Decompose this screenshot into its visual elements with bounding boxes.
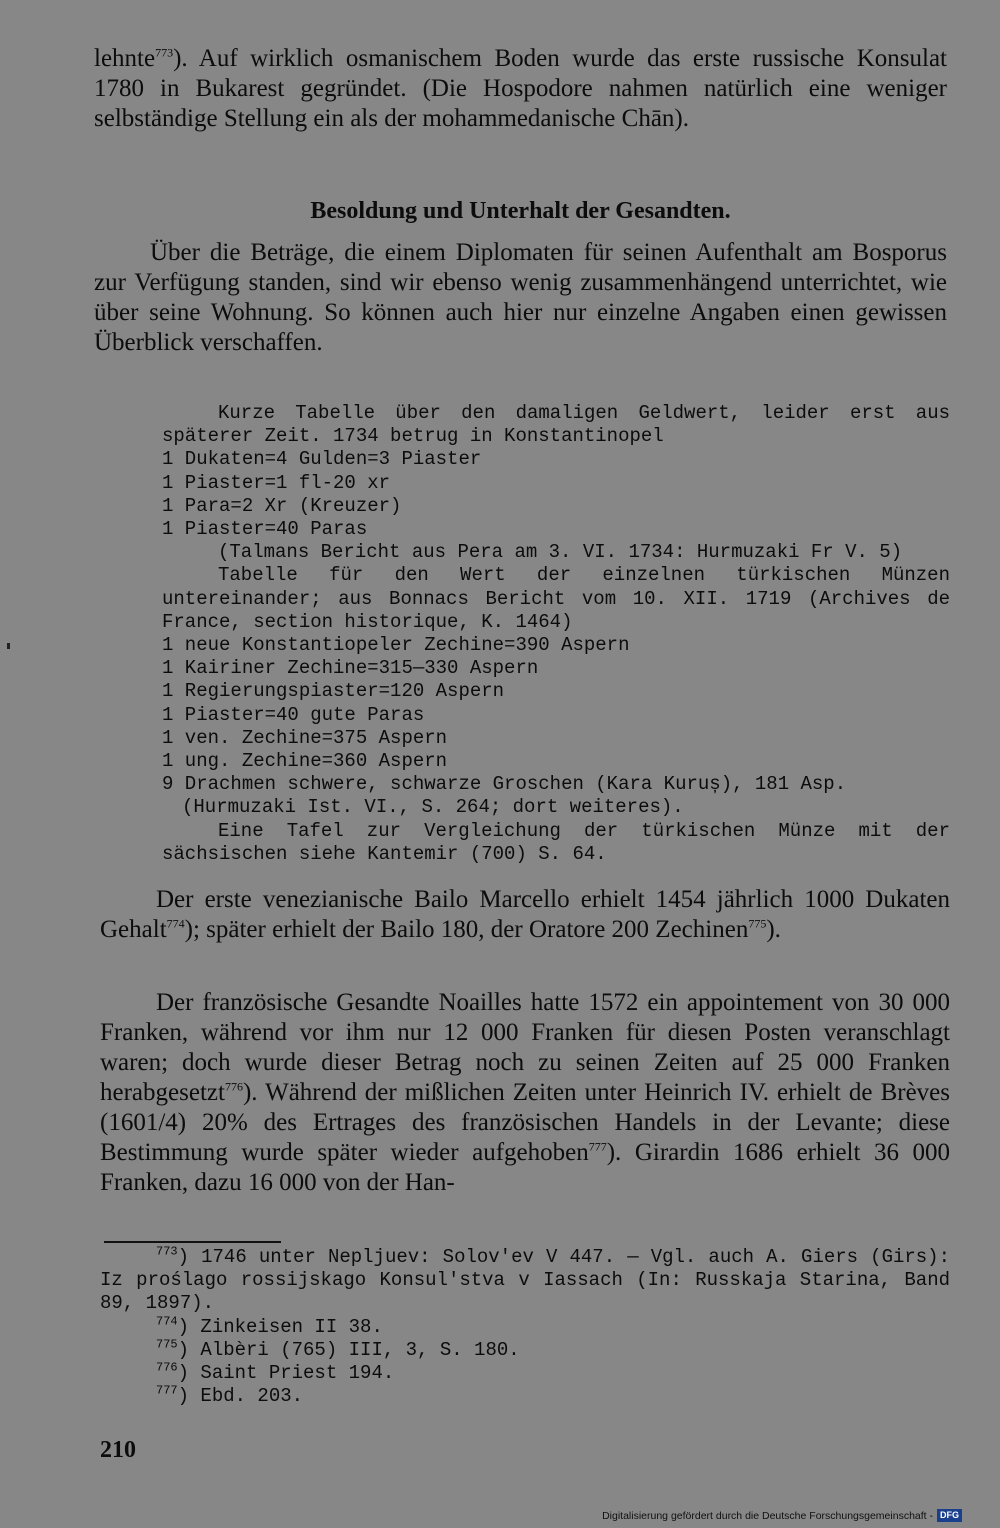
paragraph-1-text: Über die Beträge, die einem Diplomaten für seinen Aufenthalt am Bosporus zur Verfügung standen, sind wir ebenso wenig zusammenhängend unterrichtet, wie über seine Wohnung. So können auch hier nur einzelne Angaben einen gewissen Überblick verschaffen. — [94, 239, 947, 356]
table-line: 1 ven. Zechine=375 Aspern — [162, 726, 448, 749]
footnote-number: 776 — [156, 1360, 178, 1375]
intro-text-start: lehnte — [94, 45, 156, 72]
footnote-text: ) Zinkeisen II 38. — [177, 1315, 383, 1338]
table-line: 1 neue Konstantiopeler Zechine=390 Aspern — [162, 634, 630, 657]
footnote-text: ) Albèri (765) III, 3, S. 180. — [177, 1338, 520, 1361]
table-note-closing: Eine Tafel zur Vergleichung der türkischen Münze mit der sächsischen siehe Kantemir (700) S. 64. — [162, 819, 950, 865]
intro-paragraph — [94, 44, 947, 134]
dfg-logo-icon: DFG — [937, 1509, 962, 1522]
digitization-credit — [602, 1509, 962, 1522]
table-source-2: (Hurmuzaki Ist. VI., S. 264; dort weiteres). — [182, 796, 684, 819]
footnote-number: 773 — [156, 1244, 178, 1259]
currency-table-note — [162, 402, 950, 866]
table-note-intro: Kurze Tabelle über den damaligen Geldwert, leider erst aus späterer Zeit. 1734 betrug in Konstantinopel — [162, 402, 950, 448]
footnote-773 — [100, 1246, 950, 1316]
table-line: 1 Piaster=40 gute Paras — [162, 703, 425, 726]
paragraph-2 — [100, 885, 950, 945]
credit-text: Digitalisierung gefördert durch die Deutsche Forschungsgemeinschaft - — [602, 1509, 933, 1522]
table-line: 1 Kairiner Zechine=315—330 Aspern — [162, 657, 539, 680]
table-note-intro-2: Tabelle für den Wert der einzelnen türkischen Münzen untereinander; aus Bonnacs Bericht vom 10. XII. 1719 (Archives de France, section historique, K. 1464) — [162, 564, 950, 633]
footnote-ref-777: 777 — [588, 1139, 607, 1154]
footnote-number: 774 — [156, 1314, 178, 1329]
paragraph-3-text-a: Der französische Gesandte Noailles hatte 1572 ein appointement von 30 000 Franken, während vor ihm nur 12 000 Franken für diesen Posten veranschlagt waren; doch wurde dieser Betrag noch zu seinen Zeiten auf 25 000 Franken herabgesetzt — [100, 989, 950, 1106]
table-line: 9 Drachmen schwere, schwarze Groschen (Kara Kuruș), 181 Asp. — [162, 773, 847, 796]
footnote-774 — [100, 1316, 950, 1339]
footnote-number: 775 — [156, 1337, 178, 1352]
footnote-ref-776: 776 — [224, 1079, 243, 1094]
footnote-text: ) Ebd. 203. — [177, 1385, 304, 1408]
footnotes — [100, 1246, 950, 1408]
footnote-text: ) 1746 unter Nepljuev: Solov'ev V 447. — Vgl. auch A. Giers (Girs): Iz proślago rossijskago Konsul'stva v Iassach (In: Russkaja Starina, Band 89, 1897). — [100, 1246, 950, 1315]
paragraph-3-text-c: ). Girardin 1686 erhielt 36 000 Franken, dazu 16 000 von der Han- — [100, 1139, 950, 1196]
paragraph-1 — [94, 238, 947, 358]
page-number: 210 — [100, 1437, 136, 1463]
footnote-text: ) Saint Priest 194. — [177, 1362, 395, 1385]
table-line: 1 ung. Zechine=360 Aspern — [162, 750, 448, 773]
footnote-775 — [100, 1339, 950, 1362]
footnote-ref-773: 773 — [155, 45, 174, 60]
footnote-divider — [104, 1241, 281, 1243]
footnote-777 — [100, 1385, 950, 1408]
scan-artifact — [7, 643, 10, 649]
footnote-776 — [100, 1362, 950, 1385]
paragraph-2-text-c: ). — [766, 916, 781, 943]
table-line: 1 Piaster=40 Paras — [162, 518, 368, 541]
table-line: 1 Para=2 Xr (Kreuzer) — [162, 494, 402, 517]
paragraph-2-text-a: Der erste venezianische Bailo Marcello erhielt 1454 jährlich 1000 Dukaten Gehalt — [100, 886, 950, 943]
section-heading: Besoldung und Unterhalt der Gesandten. — [310, 198, 731, 224]
footnote-ref-775: 775 — [748, 916, 767, 931]
table-line: 1 Dukaten=4 Gulden=3 Piaster — [162, 448, 482, 471]
footnote-ref-774: 774 — [166, 916, 185, 931]
paragraph-3-text-b: ). Während der mißlichen Zeiten unter Heinrich IV. erhielt de Brèves (1601/4) 20% des Ertrages des französischen Handels in der Levante; diese Bestimmung wurde später wieder aufgehoben — [100, 1079, 950, 1166]
table-source-1: (Talmans Bericht aus Pera am 3. VI. 1734: Hurmuzaki Fr V. 5) — [218, 541, 903, 564]
paragraph-2-text-b: ); später erhielt der Bailo 180, der Oratore 200 Zechinen — [184, 916, 749, 943]
footnote-number: 777 — [156, 1383, 178, 1398]
intro-text-rest: ). Auf wirklich osmanischem Boden wurde das erste russische Konsulat 1780 in Bukarest gegründet. (Die Hospodore nahmen natürlich eine weniger selbständige Stellung ein als der mohammedanische Chān). — [94, 45, 947, 132]
paragraph-3 — [100, 988, 950, 1198]
table-line: 1 Regierungspiaster=120 Aspern — [162, 680, 505, 703]
table-line: 1 Piaster=1 fl-20 xr — [162, 471, 391, 494]
